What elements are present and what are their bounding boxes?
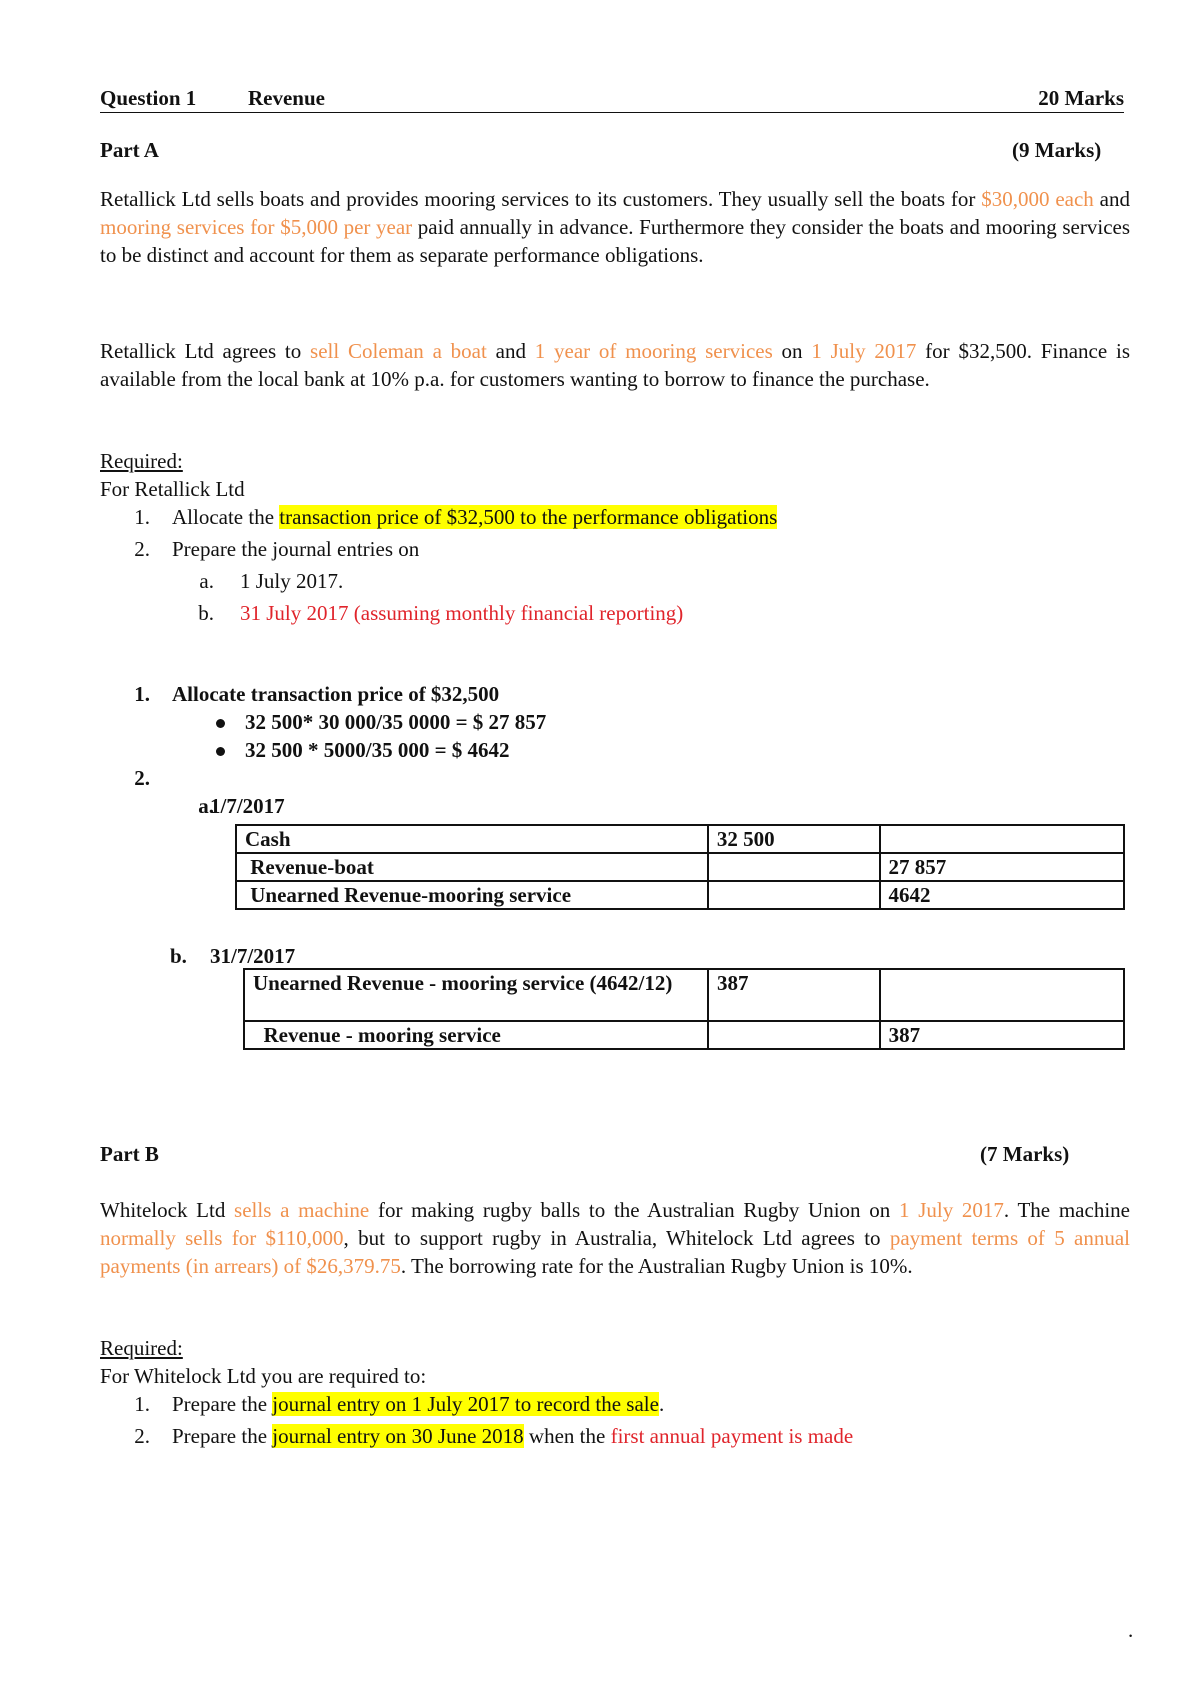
debit-cell [708, 1021, 880, 1049]
part-b-for-line: For Whitelock Ltd you are required to: [100, 1364, 427, 1388]
account-cell: Cash [236, 825, 708, 853]
account-cell: Unearned Revenue - mooring service (4642/12) [244, 969, 708, 1021]
journal-row [236, 825, 1124, 853]
credit-cell: 27 857 [880, 853, 1124, 881]
part-a-for-line: For Retallick Ltd [100, 477, 245, 501]
question-header [100, 84, 1124, 113]
part-b-marks: (7 Marks) [980, 1142, 1070, 1166]
list-item: b. 31 July 2017 (assuming monthly financial reporting) [198, 601, 684, 625]
part-a-paragraph-2: Retallick Ltd agrees to sell Coleman a boat and 1 year of mooring services on 1 July 2017 for $32,500. Finance is available from the local bank at 10% p.a. for customers wanting to borrow to finance the purchase. [100, 339, 1130, 391]
debit-cell: 387 [708, 969, 880, 1021]
journal-table-1 [235, 824, 1125, 910]
list-item: 1. Allocate the transaction price of $32,500 to the performance obligations [134, 505, 778, 529]
list-item: 2. [134, 766, 150, 790]
part-a-requirements [100, 501, 1130, 629]
journal-row [236, 853, 1124, 881]
answer-a-2b-num: b. [170, 944, 187, 968]
part-b-paragraph: Whitelock Ltd sells a machine for making rugby balls to the Australian Rugby Union on 1 July 2017. The machine normally sells for $110,000, but to support rugby in Australia, Whitelock Ltd agrees to payment terms of 5 annual payments (in arrears) of $26,379.75. The borrowing rate for the Australian Rugby Union is 10%. [100, 1198, 1130, 1278]
list-item: 1. Prepare the journal entry on 1 July 2017 to record the sale. [134, 1392, 665, 1416]
part-a-title: Part A [100, 138, 159, 162]
list-item: a. 1/7/2017 [198, 794, 285, 818]
journal-row [236, 881, 1124, 909]
part-a-marks: (9 Marks) [1012, 138, 1102, 162]
question-label: Question 1 [100, 86, 197, 110]
bullet-icon [216, 719, 225, 728]
part-b-title: Part B [100, 1142, 159, 1166]
account-cell: Revenue-boat [236, 853, 708, 881]
credit-cell: 4642 [880, 881, 1124, 909]
account-cell: Unearned Revenue-mooring service [236, 881, 708, 909]
footer-mark: . [1128, 1618, 1134, 1642]
credit-cell [880, 825, 1124, 853]
credit-cell [880, 969, 1124, 1021]
journal-table-2 [243, 968, 1125, 1050]
question-topic: Revenue [248, 86, 325, 110]
question-marks: 20 Marks [1038, 86, 1124, 110]
debit-cell [708, 881, 880, 909]
answer-a-2b-date: 31/7/2017 [210, 944, 296, 968]
list-item: 2. Prepare the journal entries on [134, 537, 420, 561]
credit-cell: 387 [880, 1021, 1124, 1049]
part-b-requirements [100, 1388, 1130, 1452]
answer-a-list [100, 680, 1130, 820]
journal-row [244, 1021, 1124, 1049]
bullet-icon [216, 747, 225, 756]
debit-cell: 32 500 [708, 825, 880, 853]
list-item: a. 1 July 2017. [199, 569, 344, 593]
part-b-required-label: Required: [100, 1336, 183, 1360]
part-a-paragraph-1: Retallick Ltd sells boats and provides mooring services to its customers. They usually sell the boats for $30,000 each and mooring services for $5,000 per year paid annually in advance. Furthermore they consider the boats and mooring services to be distinct and account for them as separate performance obligations. [100, 187, 1131, 267]
list-item: 32 500* 30 000/35 0000 = $ 27 857 [100, 708, 1130, 736]
part-a-required-label: Required: [100, 449, 183, 473]
list-item: 2. Prepare the journal entry on 30 June 2018 when the first annual payment is made [134, 1424, 854, 1448]
list-item: 1. Allocate transaction price of $32,500 [134, 682, 500, 706]
list-item: 32 500 * 5000/35 000 = $ 4642 [100, 736, 1130, 764]
debit-cell [708, 853, 880, 881]
account-cell: Revenue - mooring service [244, 1021, 708, 1049]
journal-row [244, 969, 1124, 1021]
